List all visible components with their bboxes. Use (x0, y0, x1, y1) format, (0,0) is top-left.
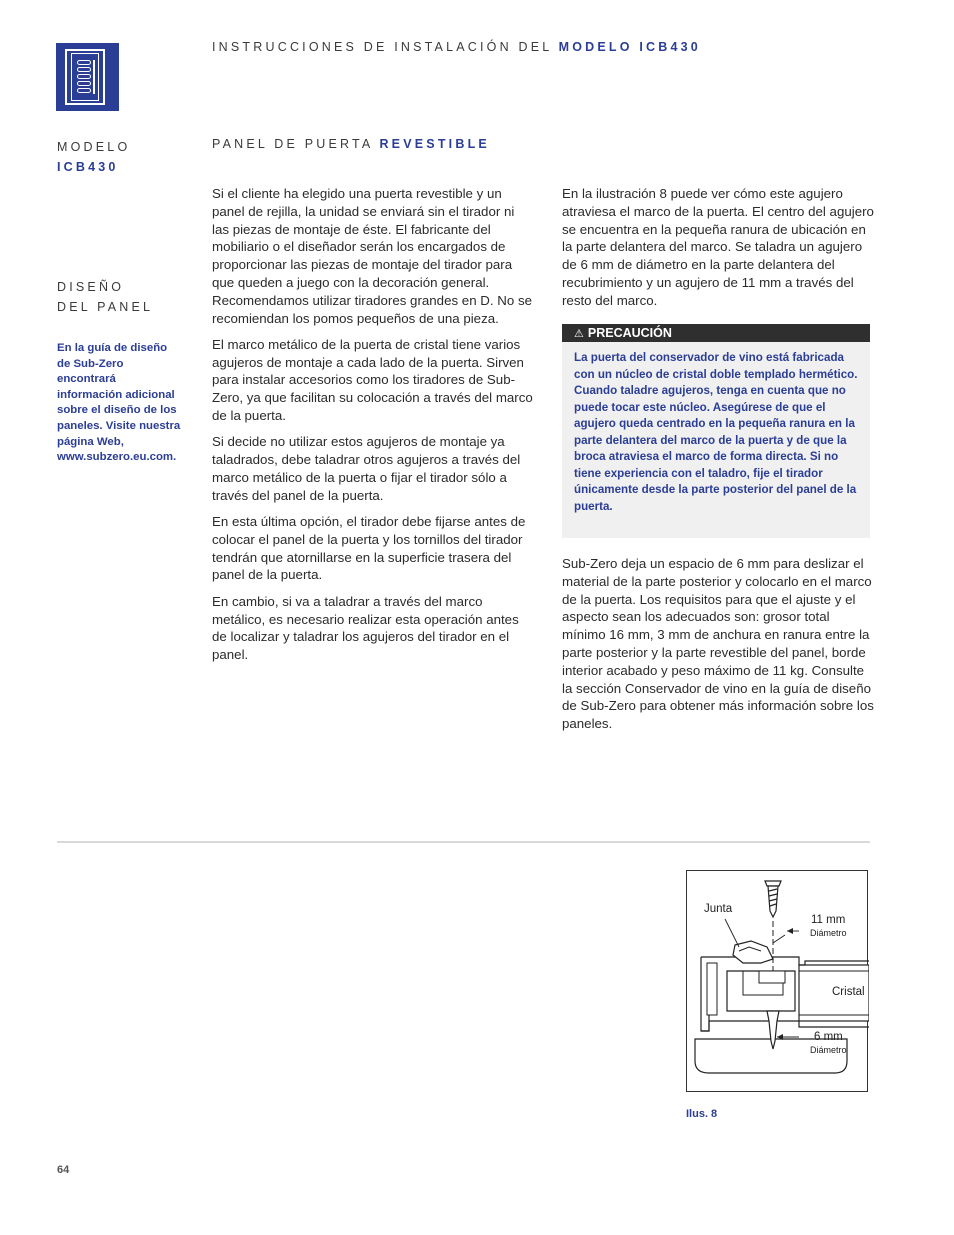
page-header-title: INSTRUCCIONES DE INSTALACIÓN DEL MODELO ICB430 (212, 40, 701, 54)
left-column (212, 185, 534, 672)
sidebar-note: En la guía de diseño de Sub-Zero encontrará información adicional sobre el diseño de los paneles. Visite nuestra página Web, www.subzero.eu.com. (57, 342, 181, 464)
label-diameter-top: Diámetro (810, 928, 847, 938)
label-gasket: Junta (704, 903, 733, 915)
paragraph: Si el cliente ha elegido una puerta revestible y un panel de rejilla, la unidad se enviará sin el tirador ni las piezas de montaje de éste. El fabricante del mobiliario o el diseñador serán los encargados de proporcionar las piezas de montaje del tirador para que queden a juego con la decoración general. Recomendamos utilizar tiradores grandes en D. No se recomiendan los pomos pequeños de una pieza. (212, 186, 533, 326)
section-divider (57, 841, 870, 843)
brand-logo (56, 43, 119, 111)
right-column (562, 185, 874, 318)
page-number: 64 (57, 1164, 70, 1176)
paragraph: En la ilustración 8 puede ver cómo este agujero atraviesa el marco de la puerta. El centro del agujero se encuentra en la pequeña ranura de ubicación en la parte delantera del marco. Se taladra un agujero de 6 mm de diámetro en la parte delantera del recubrimiento y un agujero de 11 mm a través del resto del marco. (562, 186, 874, 308)
screw-icon (765, 881, 781, 917)
paragraph: Sub-Zero deja un espacio de 6 mm para deslizar el material de la parte posterior y colocarlo en el marco de la puerta. Los requisitos para que el ajuste y el aspecto sean los adecuados son: grosor total mínimo 16 mm, 3 mm de anchura en ranura entre la parte posterior y la parte revestible del panel, borde interior acabado y peso máximo de 11 kg. Consulte la sección Conservador de vino en la guía de diseño de Sub-Zero para obtener más información sobre los paneles. (562, 556, 874, 732)
right-column-closing (562, 555, 874, 741)
sidebar-model-label: MODELO ICB430 (57, 140, 131, 174)
caution-header: ⚠ PRECAUCIÓN (562, 324, 870, 342)
caution-text: La puerta del conservador de vino está fabricada con un núcleo de cristal doble templado hermético. Cuando taladre agujeros, tenga en cuenta que no puede tocar este núcleo. Asegúrese de que el agujero queda centrado en la pequeña ranura en la parte delantera del marco de la puerta y de que la broca atraviesa el marco de forma directa. Si no tiene experiencia con el taladro, fije el tirador únicamente desde la parte posterior del panel de la puerta. (574, 351, 858, 513)
wine-cabinet-icon (71, 53, 99, 101)
paragraph: En cambio, si va a taladrar a través del marco metálico, es necesario realizar esta operación antes de localizar y taladrar los agujeros del tirador en el panel. (212, 593, 519, 663)
figure-caption: Ilus. 8 (686, 1108, 718, 1120)
label-6mm: 6 mm (814, 1031, 843, 1043)
sidebar-design-label: DISEÑO DEL PANEL (57, 280, 154, 314)
label-diameter-bottom: Diámetro (810, 1045, 847, 1055)
paragraph: El marco metálico de la puerta de cristal tiene varios agujeros de montaje a cada lado de la puerta. Sirven para instalar accesorios como los tiradores de Sub-Zero, ya que facilitan su colocación a través del marco de la puerta. (212, 336, 533, 424)
paragraph: En esta última opción, el tirador debe fijarse antes de colocar el panel de la puerta y los tornillos del tirador tendrán que atornillarse en la superficie trasera del panel de la puerta. (212, 514, 526, 583)
label-11mm: 11 mm (811, 914, 846, 926)
label-glass: Cristal (832, 986, 865, 998)
caution-box (562, 324, 870, 538)
illustration-8 (686, 870, 868, 1092)
paragraph: Si decide no utilizar estos agujeros de montaje ya taladrados, debe taladrar otros agujeros a través del marco metálico de la puerta o fijar el tirador sólo a través del panel de la puerta. (212, 434, 521, 503)
warning-triangle-icon: ⚠ (574, 328, 584, 340)
section-title: PANEL DE PUERTA REVESTIBLE (212, 137, 490, 151)
